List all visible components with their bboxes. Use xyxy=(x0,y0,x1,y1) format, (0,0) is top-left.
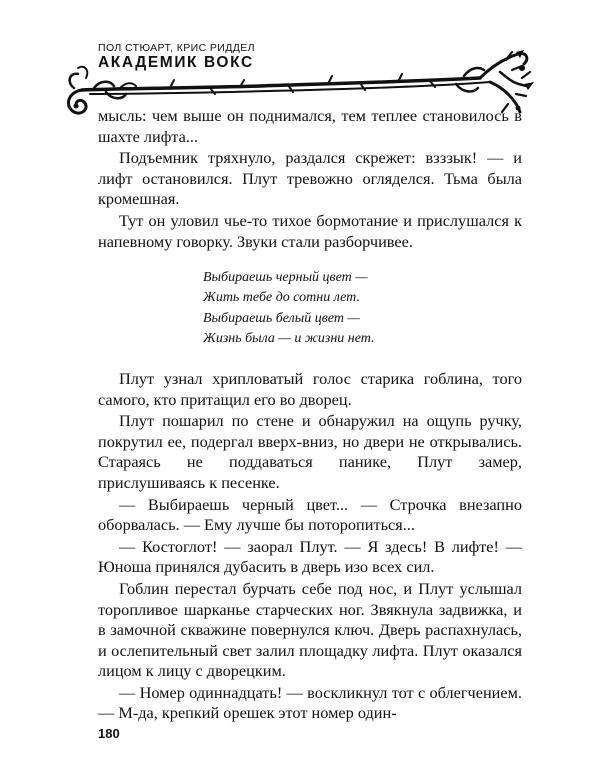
running-header-authors: ПОЛ СТЮАРТ, КРИС РИДДЕЛ xyxy=(98,42,255,54)
song-verse xyxy=(203,268,522,349)
verse-line: Выбираешь белый цвет — xyxy=(203,310,360,326)
verse-line: Жить тебе до сотни лет. xyxy=(203,290,360,306)
page-body xyxy=(98,106,522,724)
paragraph: Плут пошарил по стене и обнаружил на ощупь ручку, покрутил ее, подергал вверх-вниз, но двери не открывались. Стараясь не поддаваться панике, Плут замер, прислушиваясь к песенке. xyxy=(98,411,522,492)
running-header-book-title: АКАДЕМИК ВОКС xyxy=(98,54,254,71)
paragraph: Гоблин перестал бурчать себе под нос, и Плут услышал торопливое шарканье старческих ног. Звякнула задвижка, и в замочной скважине повернулся ключ. Дверь распахнулась, и ослепительный свет залил площадку лифта. Плут оказался лицом к лицу с дворецким. xyxy=(98,578,522,681)
paragraph: Подъемник тряхнуло, раздался скрежет: взззык! — и лифт остановился. Плут тревожно огляделся. Тьма была кромешная. xyxy=(98,148,522,209)
paragraph: мысль: чем выше он поднимался, тем теплее становилось в шахте лифта... xyxy=(98,106,522,146)
verse-line: Выбираешь черный цвет — xyxy=(203,270,368,286)
paragraph: Плут узнал хрипловатый голос старика гоблина, того самого, кто притащил его во дворец. xyxy=(98,368,522,409)
paragraph: — Выбираешь черный цвет... — Строчка внезапно оборвалась. — Ему лучше бы поторопиться... xyxy=(98,494,522,535)
paragraph: Тут он уловил чье-то тихое бормотание и прислушался к напевному говорку. Звуки стали разборчивее. xyxy=(98,210,522,251)
verse-line: Жизнь была — и жизни нет. xyxy=(203,330,375,346)
page-number: 180 xyxy=(98,726,120,741)
paragraph: — Номер одиннадцать! — воскликнул тот с облегчением. — М-да, крепкий орешек этот номер один- xyxy=(98,682,522,723)
paragraph: — Костоглот! — заорал Плут. — Я здесь! В лифте! — Юноша принялся дубасить в дверь изо всех сил. xyxy=(98,536,522,577)
